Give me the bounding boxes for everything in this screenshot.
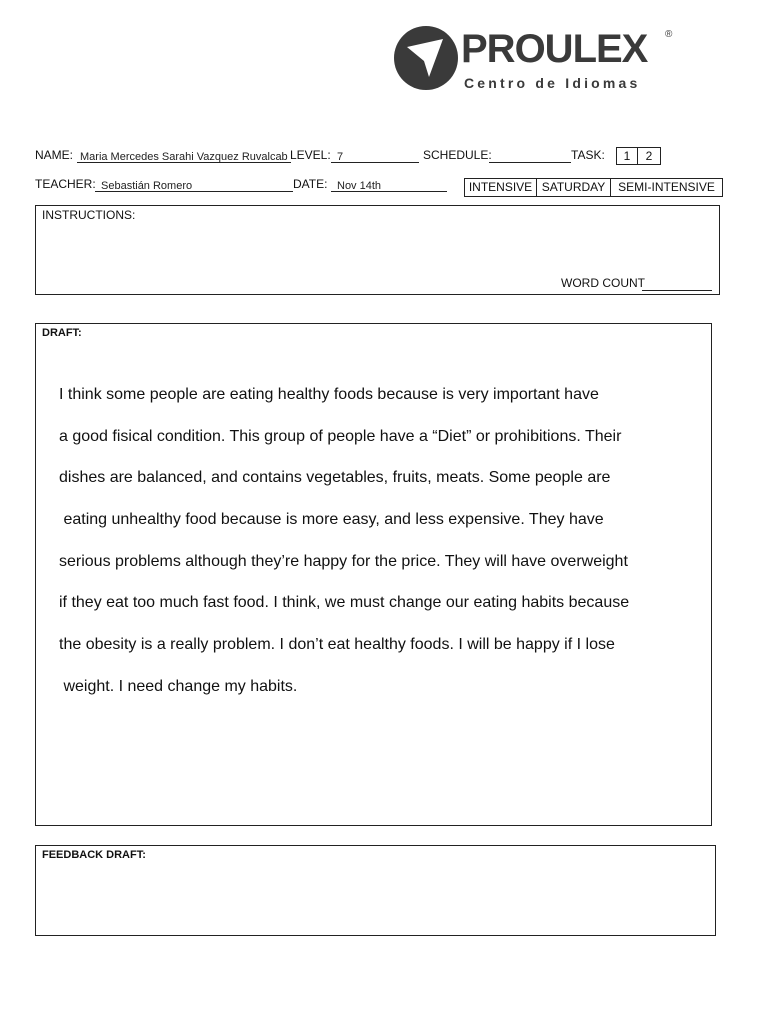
teacher-label: TEACHER: bbox=[35, 177, 96, 191]
draft-line: eating unhealthy food because is more easy, and less expensive. They have bbox=[59, 511, 604, 528]
proulex-logo bbox=[393, 25, 683, 95]
draft-line: a good fisical condition. This group of people have a “Diet” or prohibitions. Their bbox=[59, 428, 622, 445]
schedule-option-semi-intensive[interactable]: SEMI-INTENSIVE bbox=[610, 178, 723, 197]
draft-line: if they eat too much fast food. I think, we must change our eating habits because bbox=[59, 594, 630, 611]
level-label: LEVEL: bbox=[290, 148, 331, 162]
name-value: Maria Mercedes Sarahi Vazquez Ruvalcab bbox=[80, 151, 288, 163]
task-option-1[interactable]: 1 bbox=[616, 147, 638, 165]
date-value: Nov 14th bbox=[337, 180, 382, 192]
task-label: TASK: bbox=[571, 148, 605, 162]
schedule-option-saturday[interactable]: SATURDAY bbox=[536, 178, 611, 197]
draft-line: serious problems although they’re happy for the price. They will have overweight bbox=[59, 553, 628, 570]
teacher-value: Sebastián Romero bbox=[101, 180, 193, 192]
instructions-label: INSTRUCTIONS: bbox=[42, 208, 136, 222]
level-value: 7 bbox=[337, 151, 344, 163]
brand-subtitle: Centro de Idiomas bbox=[464, 75, 641, 91]
draft-line: dishes are balanced, and contains vegetables, fruits, meats. Some people are bbox=[59, 469, 611, 486]
instructions-box bbox=[35, 205, 720, 295]
word-count-underline[interactable] bbox=[642, 290, 712, 291]
schedule-label: SCHEDULE: bbox=[423, 148, 492, 162]
feedback-box bbox=[35, 845, 716, 936]
proulex-logo-icon bbox=[393, 25, 459, 91]
task-option-2[interactable]: 2 bbox=[637, 147, 661, 165]
name-label: NAME: bbox=[35, 148, 74, 162]
brand-name: PROULEX bbox=[461, 27, 648, 71]
feedback-label: FEEDBACK DRAFT: bbox=[42, 849, 146, 861]
level-underline bbox=[331, 162, 419, 163]
registered-mark: ® bbox=[665, 29, 673, 40]
word-count-label: WORD COUNT bbox=[561, 276, 645, 290]
schedule-option-intensive[interactable]: INTENSIVE bbox=[464, 178, 537, 197]
schedule-underline bbox=[489, 162, 571, 163]
draft-label: DRAFT: bbox=[42, 327, 82, 339]
draft-line: weight. I need change my habits. bbox=[59, 678, 298, 695]
date-label: DATE: bbox=[293, 177, 328, 191]
draft-line: the obesity is a really problem. I don’t eat healthy foods. I will be happy if I lose bbox=[59, 636, 615, 653]
draft-line: I think some people are eating healthy foods because is very important have bbox=[59, 386, 599, 403]
